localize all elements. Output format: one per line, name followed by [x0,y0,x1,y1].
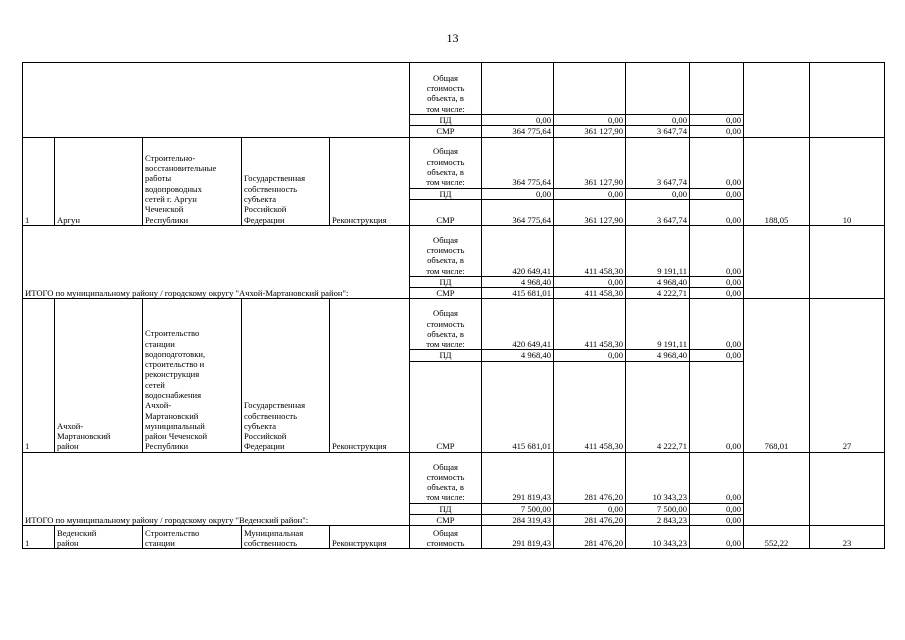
table-row [23,526,885,549]
investment-table [22,62,885,549]
row-label-pd: ПД [410,115,482,126]
value-cell: 0,00 [482,188,554,199]
ownership: Государственная собственность субъекта Российской Федерации [242,137,330,225]
value-cell: 0,00 [690,199,744,225]
value-cell: 3 647,74 [626,126,690,137]
empty-cell [744,452,810,526]
value-cell: 0,00 [626,115,690,126]
value-cell: 4 968,40 [626,276,690,287]
object-name: Строительно- восстановительные работы водопроводных сетей г. Аргун Чеченской Республики [143,137,242,225]
value-cell: 7 500,00 [482,503,554,514]
value-cell: 4 968,40 [626,350,690,361]
value-cell: 0,00 [690,126,744,137]
empty-cell [810,225,885,299]
value-cell: 4 968,40 [482,276,554,287]
district-name: Ачхой- Мартановский район [55,299,143,452]
value-cell: 4 222,71 [626,288,690,299]
empty-cell [744,225,810,299]
value-cell: 3 647,74 [626,137,690,188]
empty-cell [810,452,885,526]
value-cell: 0,00 [690,350,744,361]
value-cell: 284 319,43 [482,515,554,526]
value-cell: 4 968,40 [482,350,554,361]
work-type: Реконструкция [330,137,410,225]
value-cell: 4 222,71 [626,361,690,452]
value-cell [626,63,690,115]
value-cell: 0,00 [690,503,744,514]
capacity-value: 188,05 [744,137,810,225]
value-cell: 0,00 [554,350,626,361]
value-cell: 0,00 [690,361,744,452]
value-cell: 0,00 [690,188,744,199]
ownership: Муниципальная собственность [242,526,330,549]
value-cell: 364 775,64 [482,126,554,137]
value-cell: 10 343,23 [626,526,690,549]
row-label-pd: ПД [410,188,482,199]
row-index: 1 [23,137,55,225]
value-cell: 0,00 [554,276,626,287]
value-cell: 281 476,20 [554,452,626,503]
subtotal-label: ИТОГО по муниципальному району / городскому округу "Веденский район": [23,452,410,526]
value-cell: 0,00 [690,137,744,188]
subtotal-label: ИТОГО по муниципальному району / городскому округу "Ачхой-Мартановский район": [23,225,410,299]
value-cell: 0,00 [690,299,744,350]
row-label-total: Общая стоимость объекта, в том числе: [410,137,482,188]
value-cell: 2 843,23 [626,515,690,526]
row-label-pd: ПД [410,276,482,287]
value-cell [482,63,554,115]
count-value: 27 [810,299,885,452]
row-label-smr: СМР [410,361,482,452]
value-cell: 411 458,30 [554,288,626,299]
table-row [23,63,885,115]
value-cell: 361 127,90 [554,199,626,225]
row-label-smr: СМР [410,199,482,225]
table-row [23,225,885,276]
empty-cell [23,63,410,138]
row-label-pd: ПД [410,503,482,514]
value-cell: 0,00 [554,503,626,514]
object-name: Строительство станции [143,526,242,549]
value-cell: 0,00 [690,452,744,503]
value-cell: 7 500,00 [626,503,690,514]
row-label-total: Общая стоимость объекта, в том числе: [410,452,482,503]
row-label-smr: СМР [410,126,482,137]
value-cell: 0,00 [554,115,626,126]
district-name: Аргун [55,137,143,225]
row-label-total: Общая стоимость объекта, в том числе: [410,299,482,350]
value-cell: 9 191,11 [626,225,690,276]
value-cell: 0,00 [690,526,744,549]
row-label-total: Общая стоимость объекта, в том числе: [410,63,482,115]
table-row [23,137,885,188]
capacity-value: 552,22 [744,526,810,549]
row-label-smr: СМР [410,515,482,526]
value-cell: 9 191,11 [626,299,690,350]
value-cell: 411 458,30 [554,299,626,350]
value-cell: 291 819,43 [482,452,554,503]
value-cell: 0,00 [690,288,744,299]
value-cell: 0,00 [690,515,744,526]
object-name: Строительство станции водоподготовки, строительство и реконструкция сетей водоснабжения Ачхой- Мартановский муниципальный район Чеченской Республики [143,299,242,452]
value-cell: 411 458,30 [554,225,626,276]
value-cell: 0,00 [626,188,690,199]
value-cell: 3 647,74 [626,199,690,225]
value-cell: 10 343,23 [626,452,690,503]
row-label-total: Общая стоимость [410,526,482,549]
value-cell: 361 127,90 [554,137,626,188]
empty-cell [810,63,885,138]
value-cell: 291 819,43 [482,526,554,549]
row-label-smr: СМР [410,288,482,299]
value-cell: 0,00 [690,276,744,287]
value-cell: 420 649,41 [482,299,554,350]
value-cell [554,63,626,115]
row-index: 1 [23,299,55,452]
value-cell: 281 476,20 [554,526,626,549]
row-label-pd: ПД [410,350,482,361]
capacity-value: 768,01 [744,299,810,452]
value-cell: 281 476,20 [554,515,626,526]
value-cell: 411 458,30 [554,361,626,452]
row-index: 1 [23,526,55,549]
value-cell [690,63,744,115]
value-cell: 0,00 [482,115,554,126]
value-cell: 415 681,01 [482,361,554,452]
value-cell: 364 775,64 [482,199,554,225]
work-type: Реконструкция [330,299,410,452]
page-number: 13 [446,31,459,45]
value-cell: 361 127,90 [554,126,626,137]
value-cell: 0,00 [690,115,744,126]
value-cell: 364 775,64 [482,137,554,188]
count-value: 10 [810,137,885,225]
value-cell: 415 681,01 [482,288,554,299]
value-cell: 0,00 [690,225,744,276]
work-type: Реконструкция [330,526,410,549]
count-value: 23 [810,526,885,549]
table-row [23,452,885,503]
district-name: Веденский район [55,526,143,549]
empty-cell [744,63,810,138]
value-cell: 0,00 [554,188,626,199]
ownership: Государственная собственность субъекта Российской Федерации [242,299,330,452]
table-row [23,299,885,350]
row-label-total: Общая стоимость объекта, в том числе: [410,225,482,276]
value-cell: 420 649,41 [482,225,554,276]
